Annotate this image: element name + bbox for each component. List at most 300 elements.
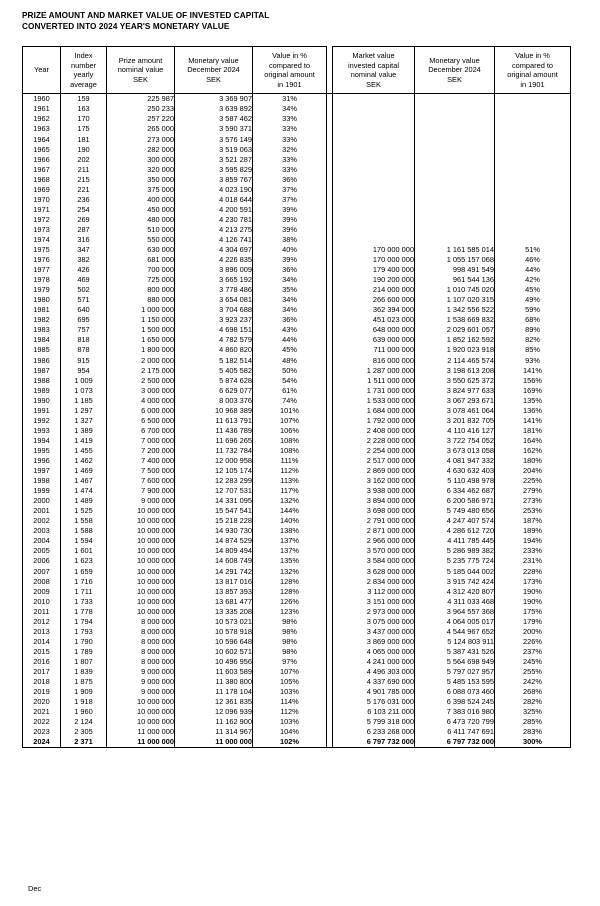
cell-prize-percent: 144% xyxy=(253,506,327,516)
header-market-nominal-line-4: SEK xyxy=(366,79,381,89)
cell-prize-monetary: 15 218 228 xyxy=(175,516,253,526)
cell-prize-percent: 98% xyxy=(253,647,327,657)
table-row xyxy=(23,305,571,315)
cell-market-nominal: 2 871 000 000 xyxy=(333,526,415,536)
cell-market-monetary: 3 824 977 633 xyxy=(415,385,495,395)
cell-market-nominal: 6 103 211 000 xyxy=(333,707,415,717)
cell-prize-nominal: 8 000 000 xyxy=(107,616,175,626)
cell-market-monetary xyxy=(415,154,495,164)
cell-prize-percent: 101% xyxy=(253,405,327,415)
cell-year: 2011 xyxy=(23,606,61,616)
cell-prize-nominal: 10 000 000 xyxy=(107,576,175,586)
cell-prize-percent: 37% xyxy=(253,194,327,204)
cell-market-percent xyxy=(495,154,571,164)
cell-market-percent: 44% xyxy=(495,265,571,275)
cell-prize-nominal: 9 000 000 xyxy=(107,677,175,687)
cell-market-nominal xyxy=(333,194,415,204)
header-market-monetary-line-3: SEK xyxy=(447,74,462,84)
cell-market-monetary xyxy=(415,205,495,215)
table-row xyxy=(23,275,571,285)
cell-prize-monetary: 3 639 892 xyxy=(175,104,253,114)
cell-market-monetary: 1 538 669 832 xyxy=(415,315,495,325)
cell-index-number: 269 xyxy=(61,215,107,225)
header-prize-monetary xyxy=(175,47,253,94)
cell-year: 1972 xyxy=(23,215,61,225)
cell-index-number: 287 xyxy=(61,225,107,235)
cell-market-percent xyxy=(495,205,571,215)
cell-index-number: 1 601 xyxy=(61,546,107,556)
cell-prize-nominal: 320 000 xyxy=(107,164,175,174)
table-row xyxy=(23,215,571,225)
cell-year: 1990 xyxy=(23,395,61,405)
cell-prize-nominal: 1 650 000 xyxy=(107,335,175,345)
cell-index-number: 163 xyxy=(61,104,107,114)
cell-year: 1962 xyxy=(23,114,61,124)
cell-prize-nominal: 1 500 000 xyxy=(107,325,175,335)
cell-prize-percent: 34% xyxy=(253,295,327,305)
cell-prize-percent: 50% xyxy=(253,365,327,375)
cell-index-number: 159 xyxy=(61,94,107,105)
cell-prize-monetary: 13 817 016 xyxy=(175,576,253,586)
cell-prize-nominal: 400 000 xyxy=(107,194,175,204)
table-row xyxy=(23,556,571,566)
cell-market-monetary xyxy=(415,114,495,124)
cell-prize-percent: 126% xyxy=(253,596,327,606)
cell-index-number: 382 xyxy=(61,255,107,265)
cell-prize-monetary: 15 547 541 xyxy=(175,506,253,516)
cell-index-number: 202 xyxy=(61,154,107,164)
cell-index-number: 571 xyxy=(61,295,107,305)
table-row xyxy=(23,355,571,365)
cell-prize-nominal: 880 000 xyxy=(107,295,175,305)
cell-market-nominal: 2 834 000 000 xyxy=(333,576,415,586)
cell-prize-nominal: 7 500 000 xyxy=(107,466,175,476)
cell-index-number: 221 xyxy=(61,184,107,194)
table-row xyxy=(23,516,571,526)
cell-prize-nominal: 9 000 000 xyxy=(107,496,175,506)
cell-prize-nominal: 2 500 000 xyxy=(107,375,175,385)
cell-prize-percent: 38% xyxy=(253,235,327,245)
cell-prize-monetary: 14 608 749 xyxy=(175,556,253,566)
cell-market-nominal xyxy=(333,205,415,215)
cell-prize-monetary: 3 521 287 xyxy=(175,154,253,164)
cell-market-nominal: 3 894 000 000 xyxy=(333,496,415,506)
cell-index-number: 1 455 xyxy=(61,446,107,456)
cell-prize-percent: 114% xyxy=(253,697,327,707)
cell-index-number: 1 793 xyxy=(61,626,107,636)
cell-market-monetary: 3 078 461 064 xyxy=(415,405,495,415)
cell-market-monetary: 7 383 016 980 xyxy=(415,707,495,717)
cell-index-number: 1 297 xyxy=(61,405,107,415)
header-market-percent xyxy=(495,47,571,94)
cell-prize-nominal: 10 000 000 xyxy=(107,717,175,727)
cell-prize-percent: 31% xyxy=(253,94,327,105)
header-market-nominal-line-1: Market value xyxy=(352,51,395,60)
cell-prize-nominal: 8 000 000 xyxy=(107,647,175,657)
cell-prize-nominal: 10 000 000 xyxy=(107,516,175,526)
cell-index-number: 1 839 xyxy=(61,667,107,677)
cell-market-percent xyxy=(495,184,571,194)
table-row xyxy=(23,466,571,476)
cell-market-nominal: 1 287 000 000 xyxy=(333,365,415,375)
cell-year: 1982 xyxy=(23,315,61,325)
table-row xyxy=(23,124,571,134)
header-index-number xyxy=(61,47,107,94)
table-row xyxy=(23,194,571,204)
cell-market-monetary: 4 411 785 445 xyxy=(415,536,495,546)
cell-market-nominal: 266 600 000 xyxy=(333,295,415,305)
cell-prize-percent: 111% xyxy=(253,456,327,466)
cell-year: 2006 xyxy=(23,556,61,566)
table-row xyxy=(23,707,571,717)
cell-prize-percent: 128% xyxy=(253,576,327,586)
cell-market-percent xyxy=(495,94,571,105)
cell-prize-percent: 140% xyxy=(253,516,327,526)
cell-market-monetary: 1 852 162 592 xyxy=(415,335,495,345)
cell-prize-monetary: 4 200 591 xyxy=(175,205,253,215)
cell-year: 2013 xyxy=(23,626,61,636)
title-line-1: PRIZE AMOUNT AND MARKET VALUE OF INVESTED CAPITAL xyxy=(22,11,270,20)
cell-year: 1970 xyxy=(23,194,61,204)
cell-prize-nominal: 8 000 000 xyxy=(107,626,175,636)
cell-prize-monetary: 10 496 956 xyxy=(175,657,253,667)
header-market-monetary-line-1: Monetary value xyxy=(429,55,480,65)
table-row xyxy=(23,365,571,375)
cell-market-nominal: 711 000 000 xyxy=(333,345,415,355)
cell-prize-nominal: 800 000 xyxy=(107,285,175,295)
cell-market-nominal xyxy=(333,235,415,245)
table-row xyxy=(23,255,571,265)
cell-market-nominal: 1 684 000 000 xyxy=(333,405,415,415)
cell-year: 2015 xyxy=(23,647,61,657)
cell-market-nominal xyxy=(333,225,415,235)
cell-prize-monetary: 3 369 907 xyxy=(175,94,253,105)
cell-index-number: 1 594 xyxy=(61,536,107,546)
cell-index-number: 1 960 xyxy=(61,707,107,717)
cell-market-nominal: 3 075 000 000 xyxy=(333,616,415,626)
cell-market-nominal: 5 799 318 000 xyxy=(333,717,415,727)
cell-prize-monetary: 11 178 104 xyxy=(175,687,253,697)
cell-market-percent: 164% xyxy=(495,436,571,446)
cell-prize-nominal: 8 000 000 xyxy=(107,637,175,647)
cell-market-percent: 255% xyxy=(495,667,571,677)
cell-market-percent: 187% xyxy=(495,516,571,526)
cell-prize-monetary: 4 230 781 xyxy=(175,215,253,225)
cell-index-number: 347 xyxy=(61,245,107,255)
cell-market-nominal xyxy=(333,134,415,144)
cell-prize-percent: 135% xyxy=(253,556,327,566)
cell-year: 1966 xyxy=(23,154,61,164)
cell-prize-nominal: 7 000 000 xyxy=(107,436,175,446)
cell-prize-nominal: 10 000 000 xyxy=(107,586,175,596)
cell-prize-monetary: 13 857 393 xyxy=(175,586,253,596)
cell-prize-percent: 39% xyxy=(253,255,327,265)
cell-market-nominal: 4 241 000 000 xyxy=(333,657,415,667)
cell-year: 2009 xyxy=(23,586,61,596)
header-prize-percent-line-1: Value in % xyxy=(272,51,307,60)
cell-prize-percent: 102% xyxy=(253,737,327,748)
table-row xyxy=(23,596,571,606)
cell-prize-monetary: 3 704 688 xyxy=(175,305,253,315)
cell-year: 2016 xyxy=(23,657,61,667)
cell-index-number: 1 558 xyxy=(61,516,107,526)
table-row xyxy=(23,526,571,536)
cell-prize-percent: 45% xyxy=(253,345,327,355)
cell-year: 1969 xyxy=(23,184,61,194)
cell-market-percent: 245% xyxy=(495,657,571,667)
cell-market-nominal xyxy=(333,144,415,154)
cell-market-percent xyxy=(495,194,571,204)
cell-market-percent: 242% xyxy=(495,677,571,687)
cell-market-percent: 181% xyxy=(495,426,571,436)
table-row xyxy=(23,265,571,275)
cell-market-monetary: 6 797 732 000 xyxy=(415,737,495,748)
cell-prize-monetary: 4 018 644 xyxy=(175,194,253,204)
cell-market-percent xyxy=(495,164,571,174)
cell-index-number: 1 716 xyxy=(61,576,107,586)
cell-market-nominal: 2 973 000 000 xyxy=(333,606,415,616)
cell-prize-nominal: 3 000 000 xyxy=(107,385,175,395)
cell-prize-percent: 137% xyxy=(253,536,327,546)
cell-prize-percent: 112% xyxy=(253,466,327,476)
cell-market-monetary: 4 110 416 127 xyxy=(415,426,495,436)
cell-prize-nominal: 700 000 xyxy=(107,265,175,275)
cell-prize-nominal: 10 000 000 xyxy=(107,697,175,707)
cell-prize-percent: 106% xyxy=(253,426,327,436)
cell-index-number: 211 xyxy=(61,164,107,174)
cell-market-monetary: 6 088 073 460 xyxy=(415,687,495,697)
cell-market-nominal: 4 496 303 000 xyxy=(333,667,415,677)
cell-year: 2021 xyxy=(23,707,61,717)
cell-prize-monetary: 4 304 697 xyxy=(175,245,253,255)
cell-prize-percent: 37% xyxy=(253,184,327,194)
cell-index-number: 181 xyxy=(61,134,107,144)
cell-index-number: 1 469 xyxy=(61,466,107,476)
cell-market-nominal: 6 797 732 000 xyxy=(333,737,415,748)
cell-market-percent: 204% xyxy=(495,466,571,476)
cell-prize-percent: 113% xyxy=(253,476,327,486)
header-market-percent-line-2: compared to xyxy=(511,60,554,70)
header-market-percent-line-4: in 1901 xyxy=(520,79,545,89)
cell-index-number: 190 xyxy=(61,144,107,154)
cell-market-nominal: 3 869 000 000 xyxy=(333,637,415,647)
cell-prize-nominal: 1 000 000 xyxy=(107,305,175,315)
cell-market-monetary xyxy=(415,144,495,154)
cell-prize-monetary: 3 859 767 xyxy=(175,174,253,184)
table-row xyxy=(23,205,571,215)
cell-prize-nominal: 265 000 xyxy=(107,124,175,134)
cell-market-monetary: 4 312 420 807 xyxy=(415,586,495,596)
cell-year: 1977 xyxy=(23,265,61,275)
cell-prize-monetary: 3 590 371 xyxy=(175,124,253,134)
cell-market-nominal: 2 966 000 000 xyxy=(333,536,415,546)
cell-prize-monetary: 3 923 237 xyxy=(175,315,253,325)
cell-market-nominal: 639 000 000 xyxy=(333,335,415,345)
cell-prize-monetary: 5 405 582 xyxy=(175,365,253,375)
cell-index-number: 2 305 xyxy=(61,727,107,737)
cell-market-nominal: 6 233 268 000 xyxy=(333,727,415,737)
cell-market-nominal xyxy=(333,94,415,105)
cell-prize-nominal: 300 000 xyxy=(107,154,175,164)
cell-market-nominal xyxy=(333,154,415,164)
cell-market-nominal: 170 000 000 xyxy=(333,255,415,265)
cell-prize-monetary: 3 576 149 xyxy=(175,134,253,144)
cell-market-percent: 253% xyxy=(495,506,571,516)
cell-prize-monetary: 14 291 742 xyxy=(175,566,253,576)
table-row xyxy=(23,536,571,546)
cell-prize-nominal: 10 000 000 xyxy=(107,526,175,536)
cell-market-nominal: 3 151 000 000 xyxy=(333,596,415,606)
cell-prize-percent: 39% xyxy=(253,225,327,235)
table-row xyxy=(23,677,571,687)
table-row xyxy=(23,335,571,345)
cell-prize-monetary: 4 226 835 xyxy=(175,255,253,265)
header-prize-nominal-line-2: nominal value xyxy=(117,65,164,75)
cell-year: 1975 xyxy=(23,245,61,255)
cell-prize-nominal: 250 233 xyxy=(107,104,175,114)
cell-market-percent xyxy=(495,225,571,235)
cell-market-percent: 325% xyxy=(495,707,571,717)
cell-market-monetary: 5 110 498 978 xyxy=(415,476,495,486)
cell-market-monetary: 3 198 613 208 xyxy=(415,365,495,375)
document-title xyxy=(22,10,269,32)
table-row xyxy=(23,586,571,596)
cell-market-percent: 189% xyxy=(495,526,571,536)
cell-market-percent xyxy=(495,144,571,154)
cell-market-monetary: 2 114 465 574 xyxy=(415,355,495,365)
cell-market-percent: 141% xyxy=(495,365,571,375)
cell-market-percent: 200% xyxy=(495,626,571,636)
table-row xyxy=(23,436,571,446)
cell-prize-monetary: 3 778 486 xyxy=(175,285,253,295)
cell-index-number: 1 789 xyxy=(61,647,107,657)
cell-prize-nominal: 10 000 000 xyxy=(107,707,175,717)
cell-market-monetary xyxy=(415,215,495,225)
cell-prize-nominal: 6 700 000 xyxy=(107,426,175,436)
cell-prize-monetary: 14 809 494 xyxy=(175,546,253,556)
cell-prize-nominal: 4 000 000 xyxy=(107,395,175,405)
cell-index-number: 1 807 xyxy=(61,657,107,667)
cell-prize-percent: 48% xyxy=(253,355,327,365)
cell-market-percent: 135% xyxy=(495,395,571,405)
cell-prize-monetary: 11 436 789 xyxy=(175,426,253,436)
header-prize-monetary-line-1: Monetary value xyxy=(188,55,239,65)
cell-market-monetary xyxy=(415,235,495,245)
cell-market-nominal xyxy=(333,114,415,124)
cell-year: 1984 xyxy=(23,335,61,345)
cell-market-nominal: 648 000 000 xyxy=(333,325,415,335)
cell-prize-percent: 117% xyxy=(253,486,327,496)
cell-prize-nominal: 10 000 000 xyxy=(107,566,175,576)
cell-prize-nominal: 7 900 000 xyxy=(107,486,175,496)
cell-index-number: 1 009 xyxy=(61,375,107,385)
cell-prize-percent: 32% xyxy=(253,144,327,154)
cell-market-monetary: 3 964 557 368 xyxy=(415,606,495,616)
cell-market-monetary: 6 473 720 799 xyxy=(415,717,495,727)
cell-prize-monetary: 11 380 800 xyxy=(175,677,253,687)
cell-market-nominal xyxy=(333,164,415,174)
cell-year: 2007 xyxy=(23,566,61,576)
cell-market-percent xyxy=(495,124,571,134)
cell-index-number: 2 124 xyxy=(61,717,107,727)
cell-prize-monetary: 12 707 531 xyxy=(175,486,253,496)
cell-market-monetary: 3 201 832 705 xyxy=(415,416,495,426)
cell-prize-monetary: 11 603 589 xyxy=(175,667,253,677)
cell-market-percent: 268% xyxy=(495,687,571,697)
table-row xyxy=(23,184,571,194)
cell-market-nominal: 451 023 000 xyxy=(333,315,415,325)
cell-prize-nominal: 7 400 000 xyxy=(107,456,175,466)
cell-index-number: 1 525 xyxy=(61,506,107,516)
cell-market-nominal: 2 228 000 000 xyxy=(333,436,415,446)
cell-market-percent: 233% xyxy=(495,546,571,556)
cell-market-percent: 156% xyxy=(495,375,571,385)
cell-market-nominal xyxy=(333,124,415,134)
cell-market-nominal: 190 200 000 xyxy=(333,275,415,285)
cell-prize-monetary: 12 000 958 xyxy=(175,456,253,466)
cell-prize-percent: 33% xyxy=(253,114,327,124)
cell-prize-percent: 137% xyxy=(253,546,327,556)
cell-year: 1968 xyxy=(23,174,61,184)
cell-market-nominal: 4 901 785 000 xyxy=(333,687,415,697)
header-prize-monetary-line-2: December 2024 xyxy=(187,65,240,75)
cell-market-percent xyxy=(495,114,571,124)
cell-prize-monetary: 13 335 208 xyxy=(175,606,253,616)
cell-prize-nominal: 480 000 xyxy=(107,215,175,225)
table-row xyxy=(23,717,571,727)
cell-index-number: 1 794 xyxy=(61,616,107,626)
cell-prize-monetary: 11 613 791 xyxy=(175,416,253,426)
cell-prize-monetary: 4 698 151 xyxy=(175,325,253,335)
cell-prize-nominal: 510 000 xyxy=(107,225,175,235)
cell-market-monetary: 2 029 601 057 xyxy=(415,325,495,335)
table-row xyxy=(23,737,571,748)
cell-prize-monetary: 14 331 095 xyxy=(175,496,253,506)
cell-prize-monetary: 11 732 784 xyxy=(175,446,253,456)
cell-index-number: 1 474 xyxy=(61,486,107,496)
cell-market-nominal: 1 731 000 000 xyxy=(333,385,415,395)
cell-prize-monetary: 12 105 174 xyxy=(175,466,253,476)
table-row xyxy=(23,245,571,255)
header-prize-monetary-line-3: SEK xyxy=(206,74,221,84)
cell-market-monetary: 5 797 027 957 xyxy=(415,667,495,677)
cell-prize-monetary: 4 023 190 xyxy=(175,184,253,194)
cell-market-percent: 300% xyxy=(495,737,571,748)
cell-market-monetary: 5 286 989 382 xyxy=(415,546,495,556)
cell-prize-monetary: 3 595 829 xyxy=(175,164,253,174)
cell-market-nominal: 3 437 000 000 xyxy=(333,626,415,636)
table-row xyxy=(23,546,571,556)
table-row xyxy=(23,446,571,456)
cell-year: 2018 xyxy=(23,677,61,687)
cell-prize-monetary: 5 874 628 xyxy=(175,375,253,385)
cell-index-number: 1 790 xyxy=(61,637,107,647)
cell-market-monetary: 4 630 632 403 xyxy=(415,466,495,476)
cell-index-number: 1 778 xyxy=(61,606,107,616)
cell-market-percent: 162% xyxy=(495,446,571,456)
table-row xyxy=(23,325,571,335)
cell-market-monetary: 6 411 747 691 xyxy=(415,727,495,737)
header-market-monetary xyxy=(415,47,495,94)
cell-year: 1989 xyxy=(23,385,61,395)
cell-prize-percent: 98% xyxy=(253,626,327,636)
cell-market-monetary: 4 081 947 332 xyxy=(415,456,495,466)
cell-prize-monetary: 3 654 081 xyxy=(175,295,253,305)
cell-market-percent: 68% xyxy=(495,315,571,325)
cell-year: 1960 xyxy=(23,94,61,105)
cell-prize-percent: 112% xyxy=(253,707,327,717)
cell-year: 1964 xyxy=(23,134,61,144)
